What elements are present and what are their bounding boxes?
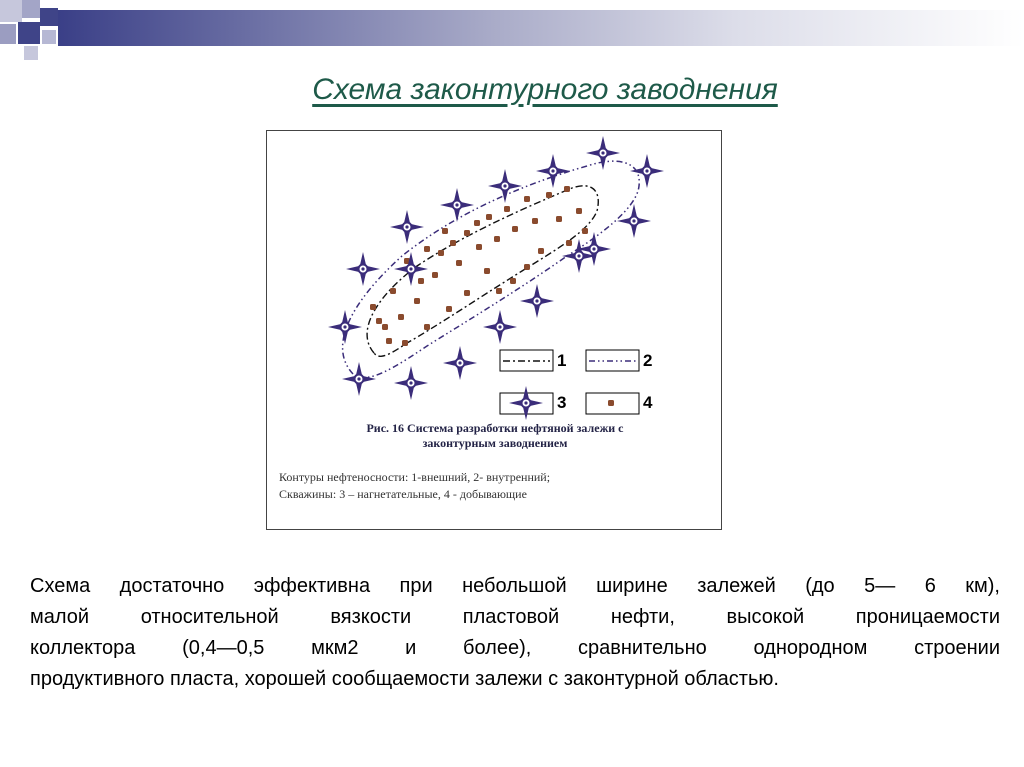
production-well: [582, 228, 588, 234]
production-well: [456, 260, 462, 266]
production-well: [566, 240, 572, 246]
production-well: [376, 318, 382, 324]
production-well: [398, 314, 404, 320]
production-well: [418, 278, 424, 284]
production-well: [546, 192, 552, 198]
figure-caption: [267, 421, 723, 451]
body-line-2: малой относительной вязкости пластовой нефти, высокой проницаемости: [30, 606, 1000, 628]
header-gradient-bar: [58, 10, 1024, 46]
legend-number-4: 4: [643, 393, 653, 412]
decor-square: [18, 22, 40, 44]
production-well: [538, 248, 544, 254]
legend-number-3: 3: [557, 393, 567, 412]
injection-well-icon: [577, 232, 611, 266]
production-well: [424, 246, 430, 252]
figure-note-line-1: Контуры нефтеносности: 1-внешний, 2- внутренний;: [279, 470, 551, 484]
injection-well-icon: [630, 154, 664, 188]
decor-square: [40, 8, 58, 26]
outer-contour: [367, 186, 598, 356]
inner-contour: [343, 161, 640, 377]
injection-well-icon: [443, 346, 477, 380]
production-well: [414, 298, 420, 304]
body-line-4: продуктивного пласта, хорошей сообщаемости залежи с законтурной областью.: [30, 668, 779, 690]
production-well: [576, 208, 582, 214]
figure-note-line-2: Скважины: 3 – нагнетательные, 4 - добывающие: [279, 487, 527, 501]
injection-well-icon: [342, 362, 376, 396]
decor-square: [22, 0, 40, 18]
production-well: [370, 304, 376, 310]
production-well: [476, 244, 482, 250]
injection-well-icon: [440, 188, 474, 222]
decor-square: [42, 30, 56, 44]
figure-note: [279, 469, 709, 503]
figure-scheme: [266, 130, 722, 530]
injection-well-icon: [328, 310, 362, 344]
production-well: [512, 226, 518, 232]
production-well: [450, 240, 456, 246]
production-well: [464, 290, 470, 296]
production-well: [442, 228, 448, 234]
production-well: [382, 324, 388, 330]
production-well: [510, 278, 516, 284]
production-well: [464, 230, 470, 236]
figure-caption-line-1: Рис. 16 Система разработки нефтяной залежи с: [366, 421, 624, 435]
production-well: [386, 338, 392, 344]
body-line-1: Схема достаточно эффективна при небольшой ширине залежей (до 5— 6 км),: [30, 575, 1000, 597]
production-well: [424, 324, 430, 330]
production-well: [402, 340, 408, 346]
legend: [500, 350, 653, 420]
figure-caption-line-2: законтурным заводнением: [422, 436, 568, 450]
production-well: [432, 272, 438, 278]
injection-well-icon: [488, 169, 522, 203]
decor-square: [24, 46, 38, 60]
production-well: [504, 206, 510, 212]
body-paragraph: [30, 571, 1000, 695]
production-well: [494, 236, 500, 242]
production-well: [446, 306, 452, 312]
production-well: [484, 268, 490, 274]
page-title: Схема законтурного заводнения: [312, 73, 778, 106]
decor-square: [0, 24, 16, 44]
injection-well-icon: [483, 310, 517, 344]
injection-well-icon: [394, 366, 428, 400]
production-wells: [370, 186, 588, 346]
production-well: [486, 214, 492, 220]
production-well: [564, 186, 570, 192]
decorative-header: [0, 0, 1024, 60]
production-well: [438, 250, 444, 256]
legend-production-well: [608, 400, 614, 406]
injection-well-icon: [346, 252, 380, 286]
injection-well-icon: [520, 284, 554, 318]
production-well: [496, 288, 502, 294]
production-well: [532, 218, 538, 224]
body-line-3: коллектора (0,4—0,5 мкм2 и более), сравнительно однородном строении: [30, 637, 1000, 659]
legend-number-2: 2: [643, 351, 653, 370]
legend-number-1: 1: [557, 351, 567, 370]
production-well: [556, 216, 562, 222]
production-well: [524, 196, 530, 202]
injection-well-icon: [390, 210, 424, 244]
injection-well-icon: [617, 204, 651, 238]
injection-well-icon: [536, 154, 570, 188]
production-well: [390, 288, 396, 294]
production-well: [474, 220, 480, 226]
production-well: [524, 264, 530, 270]
decor-square: [0, 0, 22, 22]
